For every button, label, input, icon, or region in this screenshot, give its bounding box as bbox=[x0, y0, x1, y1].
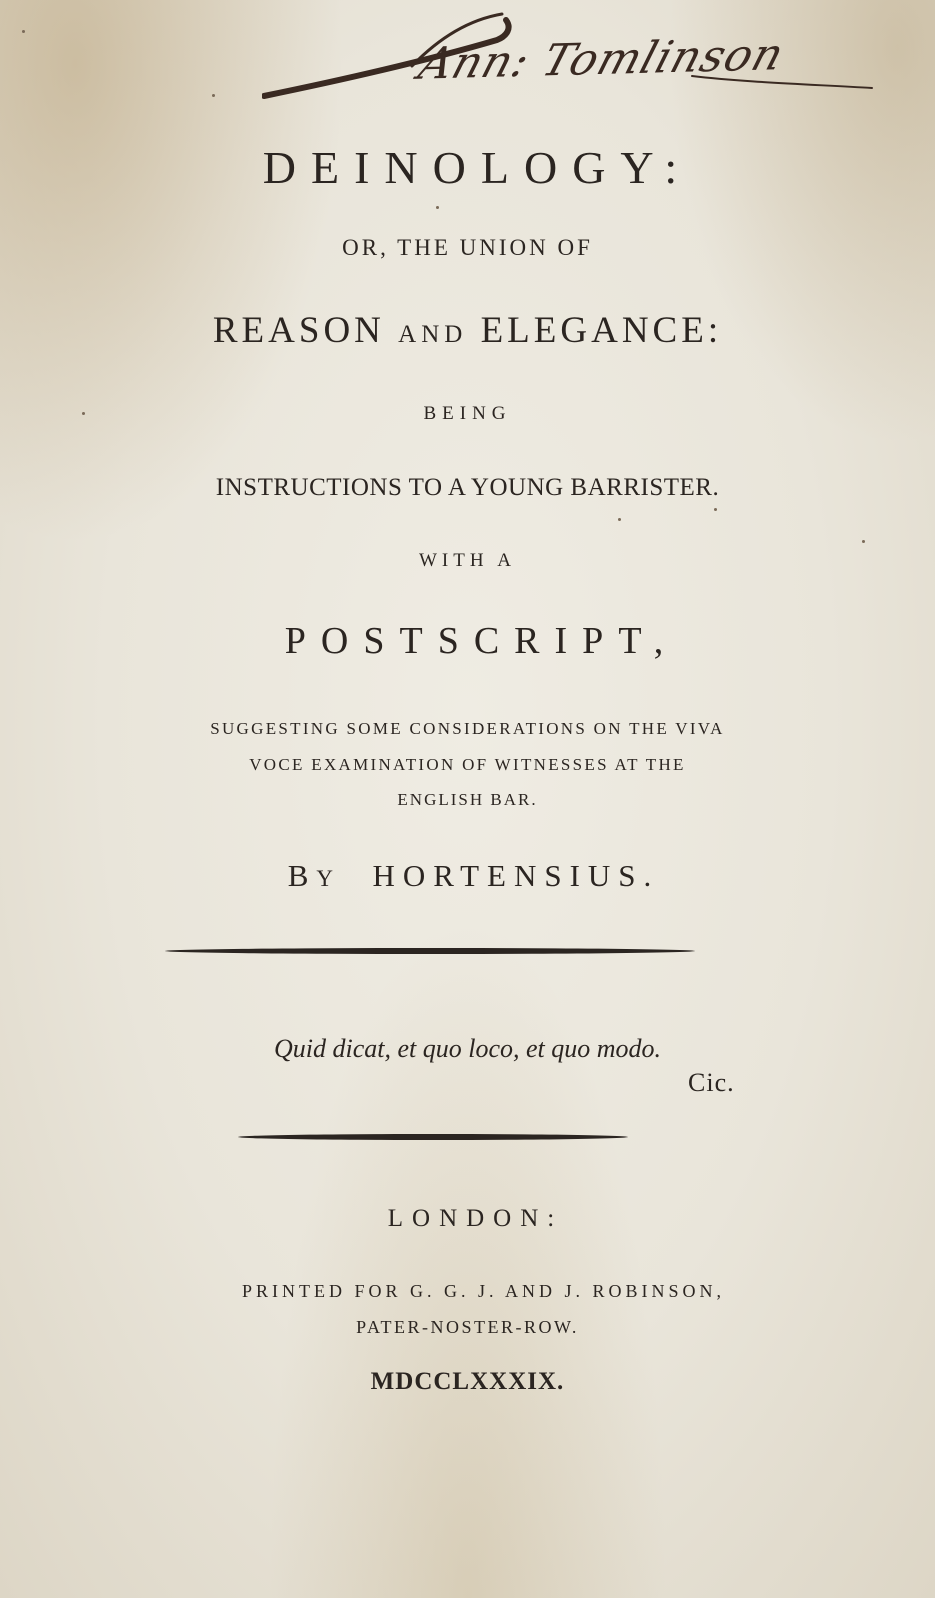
subtitle-being: BEING bbox=[423, 403, 512, 424]
by-letter-y: Y bbox=[316, 866, 341, 891]
postscript-description-line-1: SUGGESTING SOME CONSIDERATIONS ON THE VIVA bbox=[210, 719, 725, 738]
paper-speck bbox=[618, 518, 621, 521]
subtitle-instructions: INSTRUCTIONS TO A YOUNG BARRISTER. bbox=[215, 474, 720, 501]
paper-speck bbox=[22, 30, 25, 33]
imprint-printer: PRINTED FOR G. G. J. AND J. ROBINSON, bbox=[241, 1281, 726, 1301]
postscript-description-line-3: ENGLISH BAR. bbox=[397, 790, 538, 809]
postscript-description-line-2: VOCE EXAMINATION OF WITNESSES AT THE bbox=[249, 755, 686, 774]
epigraph-quote: Quid dicat, et quo loco, et quo modo. bbox=[273, 1034, 662, 1063]
author-name: HORTENSIUS. bbox=[372, 858, 660, 893]
upper-rule bbox=[165, 948, 695, 954]
signature-text: Ann: Tomlinson bbox=[412, 29, 791, 90]
subtitle-postscript: POSTSCRIPT, bbox=[284, 620, 679, 662]
author-line bbox=[0, 860, 935, 891]
owner-signature bbox=[262, 0, 882, 110]
imprint-year: MDCCLXXXIX. bbox=[370, 1368, 565, 1395]
paper-speck bbox=[82, 412, 85, 415]
epigraph-attribution: Cic. bbox=[688, 1068, 735, 1097]
paper-speck bbox=[862, 540, 865, 543]
imprint-city: LONDON: bbox=[387, 1205, 564, 1232]
imprint-address: PATER-NOSTER-ROW. bbox=[356, 1317, 579, 1337]
lower-rule bbox=[238, 1134, 628, 1140]
word-elegance: ELEGANCE: bbox=[480, 310, 723, 351]
subtitle-reason-elegance bbox=[0, 312, 935, 349]
paper-speck bbox=[212, 94, 215, 97]
word-and: AND bbox=[398, 321, 468, 348]
paper-speck bbox=[436, 206, 439, 209]
book-title: DEINOLOGY: bbox=[262, 142, 693, 193]
by-letter-b: B bbox=[287, 858, 317, 893]
subtitle-or: OR, THE UNION OF bbox=[342, 235, 593, 260]
paper-speck bbox=[714, 508, 717, 511]
subtitle-with-a: WITH A bbox=[418, 550, 516, 571]
word-reason: REASON bbox=[212, 310, 385, 351]
